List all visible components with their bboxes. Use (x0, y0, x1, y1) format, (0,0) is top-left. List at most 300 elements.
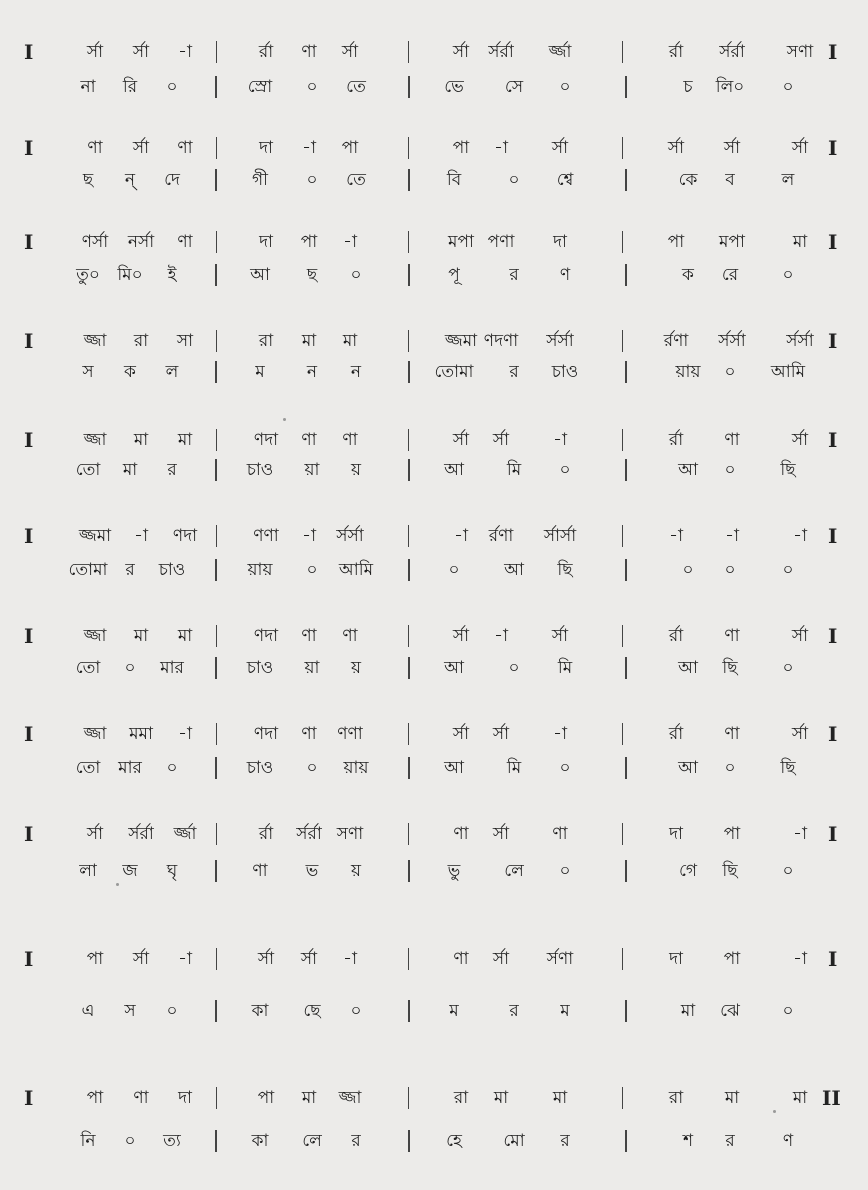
lyric-cell: ০ (782, 658, 794, 678)
note-cell: ণা (87, 138, 103, 158)
lyric-cell: ০ (782, 861, 794, 881)
bar-line (216, 948, 217, 970)
note-cell: ণা (724, 430, 740, 450)
lyric-cell: কা (251, 1001, 269, 1021)
start-marker: I (24, 822, 34, 846)
lyric-cell: র (725, 1131, 735, 1151)
lyric-cell: ০ (782, 77, 794, 97)
lyric-cell: ০ (448, 560, 460, 580)
note-cell: -া (134, 526, 148, 546)
lyric-cell: কে (678, 170, 698, 190)
bar-line (622, 823, 623, 845)
bar-line (216, 137, 217, 159)
bar-line (215, 264, 217, 286)
lyric-cell: ভ (305, 861, 319, 881)
bar-line (625, 1000, 627, 1022)
lyric-cell: ল (165, 362, 179, 382)
scan-speck (773, 1110, 776, 1113)
note-cell: মা (342, 331, 358, 351)
lyric-cell: স্রো (247, 77, 273, 97)
note-cell: পা (452, 138, 470, 158)
bar-line (215, 76, 217, 98)
lyric-cell: ন্ (124, 170, 136, 190)
end-marker: I (828, 428, 838, 452)
lyric-row (0, 165, 868, 195)
note-cell: রা (453, 1088, 469, 1108)
lyric-cell: চাও (246, 758, 274, 778)
notation-row (0, 521, 868, 551)
note-cell: -া (454, 526, 468, 546)
note-cell: মা (792, 1088, 808, 1108)
note-cell: মপা (719, 232, 745, 252)
start-marker: I (24, 524, 34, 548)
bar-line (625, 860, 627, 882)
note-cell: র্সা (791, 138, 809, 158)
bar-line (216, 330, 217, 352)
bar-line (215, 169, 217, 191)
note-cell: -া (343, 232, 357, 252)
note-cell: -া (725, 526, 739, 546)
scan-speck (283, 418, 286, 421)
lyric-row (0, 555, 868, 585)
bar-line (216, 723, 217, 745)
note-cell: দা (669, 949, 683, 969)
lyric-cell: আমি (770, 362, 806, 382)
lyric-cell: না (80, 77, 96, 97)
lyric-cell: ০ (724, 460, 736, 480)
note-cell: মা (724, 1088, 740, 1108)
bar-line (408, 76, 410, 98)
lyric-cell: গী (251, 170, 269, 190)
lyric-cell: ণা (252, 861, 268, 881)
lyric-cell: আমি (338, 560, 374, 580)
lyric-cell: শ্বে (556, 170, 574, 190)
bar-line (215, 459, 217, 481)
bar-line (408, 559, 410, 581)
bar-line (622, 429, 623, 451)
lyric-cell: আ (250, 265, 270, 285)
lyric-cell: ০ (306, 77, 318, 97)
note-cell: মা (177, 626, 193, 646)
bar-line (215, 757, 217, 779)
note-cell: নর্সা (127, 232, 155, 252)
lyric-cell: ০ (782, 1001, 794, 1021)
note-cell: র্সণা (546, 949, 574, 969)
note-cell: র্সা (86, 824, 104, 844)
note-cell: মা (133, 430, 149, 450)
lyric-cell: ০ (508, 170, 520, 190)
note-cell: র্সা (492, 824, 510, 844)
lyric-cell: ০ (166, 1001, 178, 1021)
lyric-cell: তো (75, 460, 101, 480)
lyric-cell: ম (560, 1001, 570, 1021)
note-cell: সণা (786, 42, 814, 62)
bar-line (215, 860, 217, 882)
note-cell: পা (86, 1088, 104, 1108)
lyric-cell: য়া (304, 460, 320, 480)
note-cell: -া (494, 138, 508, 158)
lyric-cell: এ (81, 1001, 95, 1021)
lyric-cell: র (509, 362, 519, 382)
bar-line (622, 1087, 623, 1109)
notation-row (0, 227, 868, 257)
note-cell: ণা (342, 626, 358, 646)
note-cell: র্সা (452, 430, 470, 450)
lyric-cell: র (167, 460, 177, 480)
lyric-cell: মা (122, 460, 138, 480)
lyric-cell: ০ (166, 758, 178, 778)
bar-line (216, 525, 217, 547)
bar-line (622, 137, 623, 159)
lyric-cell: তে (346, 170, 366, 190)
bar-line (216, 625, 217, 647)
lyric-cell: ম (449, 1001, 459, 1021)
end-marker: I (828, 822, 838, 846)
note-cell: মমা (129, 724, 153, 744)
note-cell: জ্জা (83, 331, 107, 351)
lyric-cell: আ (444, 758, 464, 778)
note-cell: দা (259, 232, 273, 252)
lyric-cell: র (509, 265, 519, 285)
start-marker: I (24, 230, 34, 254)
note-cell: পা (723, 949, 741, 969)
lyric-cell: ঝে (720, 1001, 740, 1021)
note-cell: র্সার্সা (543, 526, 577, 546)
bar-line (408, 429, 409, 451)
lyric-row (0, 1126, 868, 1156)
bar-line (408, 169, 410, 191)
note-cell: র্সা (667, 138, 685, 158)
lyric-row (0, 72, 868, 102)
lyric-cell: লি০ (715, 77, 745, 97)
note-cell: ণা (724, 724, 740, 744)
end-marker: I (828, 947, 838, 971)
note-cell: পা (257, 1088, 275, 1108)
lyric-cell: ছি (722, 861, 738, 881)
note-cell: র্সা (86, 42, 104, 62)
lyric-cell: ল (781, 170, 795, 190)
lyric-cell: ম (255, 362, 265, 382)
note-cell: জ্জা (83, 626, 107, 646)
lyric-cell: য় (350, 658, 362, 678)
bar-line (408, 625, 409, 647)
lyric-cell: ০ (124, 658, 136, 678)
end-marker: I (828, 624, 838, 648)
start-marker: I (24, 329, 34, 353)
lyric-cell: নি (80, 1131, 96, 1151)
note-cell: মপা (448, 232, 474, 252)
bar-line (215, 657, 217, 679)
note-cell: মা (493, 1088, 509, 1108)
lyric-cell: ছে (303, 1001, 321, 1021)
start-marker: I (24, 1086, 34, 1110)
note-cell: র্সা (791, 724, 809, 744)
note-cell: র্সা (492, 949, 510, 969)
note-cell: দা (553, 232, 567, 252)
lyric-cell: মার (118, 758, 142, 778)
note-cell: র্সর্রা (488, 42, 514, 62)
bar-line (408, 137, 409, 159)
note-cell: র্সা (492, 724, 510, 744)
note-cell: -া (178, 949, 192, 969)
bar-line (625, 559, 627, 581)
lyric-cell: লা (79, 861, 97, 881)
lyric-cell: রি (122, 77, 138, 97)
note-cell: র্সর্রা (296, 824, 322, 844)
lyric-cell: ণ (782, 1131, 794, 1151)
note-cell: র্সা (452, 724, 470, 744)
note-cell: র্সা (300, 949, 318, 969)
note-cell: -া (793, 824, 807, 844)
note-cell: মা (792, 232, 808, 252)
bar-line (625, 657, 627, 679)
note-cell: র্সা (723, 138, 741, 158)
end-marker: I (828, 329, 838, 353)
lyric-cell: ০ (559, 758, 571, 778)
lyric-cell: শ (682, 1131, 694, 1151)
lyric-row (0, 653, 868, 683)
bar-line (625, 757, 627, 779)
lyric-cell: লে (504, 861, 524, 881)
note-cell: পা (667, 232, 685, 252)
note-cell: দা (669, 824, 683, 844)
note-cell: ণা (301, 42, 317, 62)
lyric-cell: র (509, 1001, 519, 1021)
lyric-cell: ০ (782, 560, 794, 580)
lyric-row (0, 753, 868, 783)
note-cell: ণা (453, 824, 469, 844)
note-cell: র্রা (668, 430, 684, 450)
note-cell: ণা (177, 138, 193, 158)
start-marker: I (24, 722, 34, 746)
lyric-cell: ভে (444, 77, 464, 97)
lyric-cell: লে (302, 1131, 322, 1151)
bar-line (408, 231, 409, 253)
lyric-cell: র (125, 560, 135, 580)
end-marker: I (828, 40, 838, 64)
note-cell: র্সা (132, 949, 150, 969)
lyric-cell: ০ (166, 77, 178, 97)
lyric-cell: মি (506, 460, 522, 480)
bar-line (625, 169, 627, 191)
note-cell: ণা (552, 824, 568, 844)
notation-row (0, 944, 868, 974)
bar-line (622, 723, 623, 745)
note-cell: -া (302, 138, 316, 158)
note-cell: র্সর্সা (718, 331, 746, 351)
bar-line (408, 757, 410, 779)
note-cell: ণদা (253, 430, 279, 450)
bar-line (408, 1130, 410, 1152)
end-marker: I (828, 524, 838, 548)
bar-line (622, 330, 623, 352)
lyric-cell: ই (167, 265, 177, 285)
note-cell: র্সা (551, 138, 569, 158)
note-cell: র্রা (668, 42, 684, 62)
bar-line (216, 231, 217, 253)
note-cell: র্সা (132, 42, 150, 62)
lyric-cell: য়ায় (247, 560, 273, 580)
bar-line (625, 361, 627, 383)
note-cell: ণা (133, 1088, 149, 1108)
lyric-cell: ছি (780, 460, 796, 480)
note-cell: পা (300, 232, 318, 252)
bar-line (216, 41, 217, 63)
note-cell: র্সা (452, 42, 470, 62)
lyric-cell: ছি (722, 658, 738, 678)
lyric-cell: ণ (559, 265, 571, 285)
lyric-cell: ০ (724, 560, 736, 580)
note-cell: জ্জমা (444, 331, 478, 351)
note-cell: ণা (724, 626, 740, 646)
lyric-cell: ছ (82, 170, 94, 190)
note-cell: ণণা (337, 724, 363, 744)
end-marker: I (828, 230, 838, 254)
bar-line (215, 361, 217, 383)
note-cell: র্সা (132, 138, 150, 158)
note-cell: রা (258, 331, 274, 351)
lyric-cell: য় (350, 861, 362, 881)
notation-row (0, 425, 868, 455)
lyric-cell: আ (678, 658, 698, 678)
lyric-cell: আ (444, 460, 464, 480)
notation-row (0, 819, 868, 849)
bar-line (216, 429, 217, 451)
lyric-cell: ০ (682, 560, 694, 580)
note-cell: র্জ্জা (548, 42, 572, 62)
lyric-cell: তোমা (434, 362, 474, 382)
bar-line (216, 1087, 217, 1109)
note-cell: -া (669, 526, 683, 546)
bar-line (215, 1000, 217, 1022)
note-cell: সা (176, 331, 194, 351)
notation-row (0, 37, 868, 67)
note-cell: মা (301, 331, 317, 351)
note-cell: -া (343, 949, 357, 969)
note-cell: -া (793, 949, 807, 969)
bar-line (625, 264, 627, 286)
note-cell: র্জ্জা (173, 824, 197, 844)
note-cell: র্সা (492, 430, 510, 450)
bar-line (622, 525, 623, 547)
note-cell: ণদা (172, 526, 198, 546)
note-cell: ণর্সা (81, 232, 109, 252)
lyric-cell: ক (682, 265, 694, 285)
final-end-marker: II (822, 1086, 841, 1110)
bar-line (408, 860, 410, 882)
notation-row (0, 133, 868, 163)
bar-line (408, 525, 409, 547)
notation-row (0, 326, 868, 356)
lyric-cell: সে (504, 77, 524, 97)
note-cell: ণা (342, 430, 358, 450)
bar-line (408, 361, 410, 383)
lyric-cell: বি (446, 170, 462, 190)
lyric-row (0, 455, 868, 485)
note-cell: মা (177, 430, 193, 450)
lyric-row (0, 260, 868, 290)
note-cell: -া (793, 526, 807, 546)
note-cell: জ্জা (83, 724, 107, 744)
note-cell: র্সা (791, 626, 809, 646)
note-cell: র্রা (668, 626, 684, 646)
lyric-cell: ০ (306, 560, 318, 580)
lyric-cell: ০ (350, 1001, 362, 1021)
note-cell: ণা (453, 949, 469, 969)
lyric-cell: আ (444, 658, 464, 678)
note-cell: রা (668, 1088, 684, 1108)
lyric-cell: ০ (306, 170, 318, 190)
bar-line (408, 330, 409, 352)
bar-line (622, 41, 623, 63)
notation-row (0, 719, 868, 749)
bar-line (215, 559, 217, 581)
lyric-cell: চাও (246, 658, 274, 678)
bar-line (216, 823, 217, 845)
lyric-cell: য়ায় (675, 362, 701, 382)
lyric-cell: ০ (724, 362, 736, 382)
bar-line (215, 1130, 217, 1152)
lyric-cell: ০ (559, 460, 571, 480)
lyric-cell: তোমা (68, 560, 108, 580)
lyric-cell: মি০ (117, 265, 143, 285)
lyric-cell: ক (124, 362, 136, 382)
lyric-cell: তু০ (76, 265, 100, 285)
lyric-cell: চাও (246, 460, 274, 480)
lyric-cell: আ (678, 460, 698, 480)
note-cell: র্সর্রা (719, 42, 745, 62)
lyric-cell: ন (306, 362, 318, 382)
lyric-cell: রে (721, 265, 739, 285)
note-cell: জ্জমা (78, 526, 112, 546)
note-cell: র্সর্সা (786, 331, 814, 351)
lyric-cell: মার (160, 658, 184, 678)
note-cell: র্সর্সা (546, 331, 574, 351)
bar-line (408, 1000, 410, 1022)
lyric-cell: র (560, 1131, 570, 1151)
lyric-cell: ০ (124, 1131, 136, 1151)
note-cell: র্সর্সা (336, 526, 364, 546)
bar-line (408, 1087, 409, 1109)
bar-line (625, 76, 627, 98)
lyric-cell: মো (503, 1131, 525, 1151)
lyric-cell: স (82, 362, 94, 382)
lyric-cell: আ (678, 758, 698, 778)
lyric-cell: স (124, 1001, 136, 1021)
bar-line (408, 264, 410, 286)
note-cell: -া (494, 626, 508, 646)
note-cell: ণদা (253, 724, 279, 744)
lyric-cell: চাও (158, 560, 186, 580)
lyric-cell: ০ (306, 758, 318, 778)
lyric-cell: ০ (508, 658, 520, 678)
lyric-cell: আ (504, 560, 524, 580)
bar-line (625, 1130, 627, 1152)
note-cell: র্রা (258, 824, 274, 844)
note-cell: র্সা (341, 42, 359, 62)
note-cell: র্সা (551, 626, 569, 646)
note-cell: রা (133, 331, 149, 351)
lyric-cell: ন (350, 362, 362, 382)
lyric-cell: ঘৃ (166, 861, 178, 881)
lyric-cell: ত্য (163, 1131, 181, 1151)
note-cell: ণদা (253, 626, 279, 646)
scan-speck (116, 883, 119, 886)
note-cell: -া (302, 526, 316, 546)
note-cell: পা (341, 138, 359, 158)
note-cell: পা (86, 949, 104, 969)
lyric-cell: তে (346, 77, 366, 97)
